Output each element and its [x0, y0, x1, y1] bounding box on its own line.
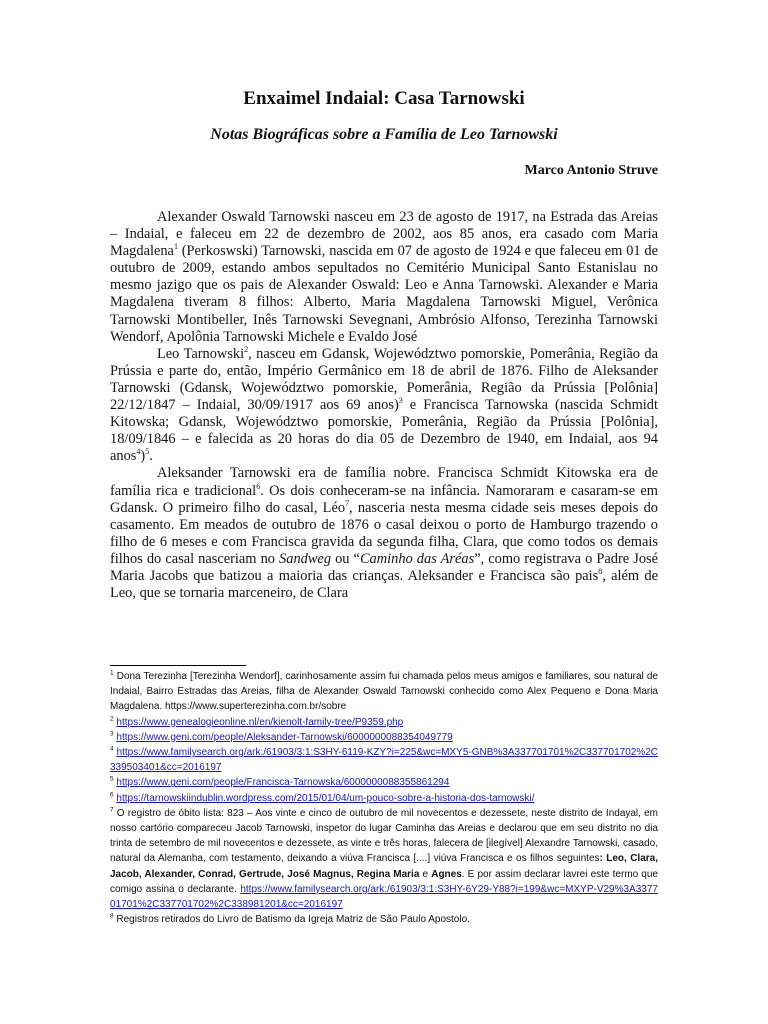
- footnote-3: [110, 730, 658, 745]
- paragraph-3-text-c: , nasceria nesta mesma cidade seis meses depois do casamento. Em meados de outubro de 1876 o casal deixou o porto de Hamburgo trazendo o filho de 6 meses e com Francisca gravida da segunda filha, Clara, que como todos os demais filhos do casal nasceriam no: [110, 499, 658, 567]
- body-text: [110, 209, 658, 602]
- paragraph-3-text-e: ”, como registrava o Padre José Maria Jacobs que batizou a maioria das crianças. Aleksander e Francisca são pais: [110, 550, 659, 584]
- footnote-ref-7[interactable]: 7: [345, 498, 350, 508]
- paragraph-3-text-f: , além de Leo, que se tornaria marceneiro, de Clara: [110, 567, 658, 602]
- footnote-1: [110, 669, 658, 715]
- footnote-7: [110, 806, 658, 912]
- paragraph-2-text-b: , nasceu em Gdansk, Województwo pomorskie, Pomerânia, Região da Prússia e parte do, então, Império Germânico em 18 de abril de 1876. Filho de Aleksander Tarnowski (Gdansk, Województwo pomorskie, Pomerânia, Região da Prússia [Polônia] 22/12/1847 – Indaial, 30/09/1917 aos 69 anos): [110, 345, 658, 414]
- footnote-text-and: e: [419, 868, 432, 880]
- footnote-link[interactable]: https://www.familysearch.org/ark:/61903/3:1:S3HY-6119-KZY?i=225&wc=MXY5-GNB%3A337701701%2C337701702%2C339503401&cc=2016197: [110, 747, 658, 774]
- footnote-number: 7: [110, 806, 114, 814]
- footnote-4: [110, 745, 658, 775]
- footnote-8: [110, 912, 658, 927]
- document-title: Enxaimel Indaial: Casa Tarnowski: [243, 88, 525, 109]
- footnote-ref-6[interactable]: 6: [256, 481, 261, 491]
- paragraph-3-italic-sandweg: Sandweg: [279, 550, 332, 567]
- author-name: Marco Antonio Struve: [524, 163, 658, 178]
- footnote-link[interactable]: https://tarnowskiindublin.wordpress.com/2015/01/04/um-pouco-sobre-a-historia-dos-tarnowski/: [116, 792, 535, 804]
- paragraph-2-text-c: e Francisca Tarnowska (nascida Schmidt Kitowska; Gdansk, Województwo pomorskie, Pomerânia, Região da Prússia [Polônia], 18/09/1846 – e falecida as 20 horas do dia 05 de Dezembro de 1940, em Indaial, aos 94 anos: [110, 397, 658, 465]
- footnote-link[interactable]: https://www.genealogieonline.nl/en/kienolt-family-tree/P9359.php: [116, 716, 404, 728]
- paragraph-3-text-d: ou “: [331, 550, 360, 567]
- paragraph-3: [110, 465, 658, 602]
- footnote-link[interactable]: https://www.geni.com/people/Aleksander-Tarnowski/6000000088354049779: [116, 731, 453, 743]
- footnote-number: 6: [110, 791, 114, 799]
- footnote-link[interactable]: https://www.familysearch.org/ark:/61903/3:1:S3HY-6Y29-Y88?i=199&wc=MXYP-V29%3A337701701%2C337701702%2C338981201&cc=2016197: [110, 883, 658, 911]
- footnote-number: 2: [110, 715, 114, 723]
- paragraph-3-text-b: . Os dois conheceram-se na infância. Namoraram e casaram-se em Gdansk. O primeiro filho do casal, Léo: [110, 482, 658, 516]
- footnote-number: 1: [110, 669, 114, 677]
- footnote-ref-2[interactable]: 2: [244, 344, 249, 354]
- paragraph-2: [110, 346, 658, 466]
- footnote-ref-5[interactable]: 5: [145, 447, 150, 457]
- footnote-text-end: . E por assim declarar lavrei este termo que comigo assina o declarante.: [110, 868, 658, 895]
- footnote-number: 3: [110, 730, 114, 738]
- footnote-ref-8[interactable]: 8: [598, 567, 603, 577]
- footnote-bold-agnes: Agnes: [431, 868, 462, 880]
- footnote-text: Dona Terezinha [Terezinha Wendorf], carinhosamente assim fui chamada pelos meus amigos e familiares, sou natural de Indaial, Bairro Estradas das Areias, filha de Alexander Oswald Tarnowski conhecido como Alex Pequeno e Dona Maria Magdalena. https://www.superterezinha.com.br/sobre: [110, 671, 658, 713]
- footnote-6: [110, 791, 658, 806]
- footnote-2: [110, 715, 658, 730]
- paragraph-2-text-a: Leo Tarnowski: [157, 345, 245, 362]
- paragraph-1: [110, 209, 658, 346]
- footnote-number: 8: [110, 912, 114, 920]
- footnote-5: [110, 775, 658, 790]
- document-subtitle: Notas Biográficas sobre a Família de Leo Tarnowski: [210, 126, 558, 143]
- footnote-ref-1[interactable]: 1: [173, 242, 178, 252]
- footnote-separator: [110, 665, 246, 666]
- paragraph-3-text-a: Aleksander Tarnowski era de família nobre. Francisca Schmidt Kitowska era de família rica e tradicional: [110, 465, 658, 499]
- paragraph-1-text-a: Alexander Oswald Tarnowski nasceu em 23 de agosto de 1917, na Estrada das Areias – Indaial, e faleceu em 22 de dezembro de 2002, aos 85 anos, era casado com Maria Magdalena: [110, 209, 658, 260]
- footnote-number: 4: [110, 745, 114, 753]
- footnote-text: Registros retirados do Livro de Batismo da Igreja Matriz de São Paulo Apostolo.: [113, 914, 470, 926]
- footnote-bold-names: : Leo, Clara, Jacob, Alexander, Conrad, Gertrude, José Magnus, Regina Maria: [110, 853, 658, 880]
- footnotes: [110, 669, 658, 927]
- footnote-number: 5: [110, 776, 114, 784]
- paragraph-3-italic-caminho: Caminho das Aréas: [359, 550, 475, 567]
- footnote-link[interactable]: https://www.geni.com/people/Francisca-Tarnowska/6000000088355861294: [116, 777, 450, 789]
- footnote-ref-4[interactable]: 4: [136, 447, 141, 457]
- paragraph-1-text-b: (Perkoswski) Tarnowski, nascida em 07 de agosto de 1924 e que faleceu em 01 de outubro de 2009, estando ambos sepultados no Cemitério Municipal Santo Estanislau no mesmo jazigo que os pais de Alexander Oswald: Leo e Anna Tarnowski. Alexander e Maria Magdalena tiveram 8 filhos: Alberto, Maria Magdalena Tarnowski Miguel, Verônica Tarnowski Montibeller, Inês Tarnowski Sevegnani, Ambrósio Alfonso, Terezinha Tarnowski Wendorf, Apolônia Tarnowski Michele e Evaldo José: [110, 243, 658, 345]
- footnote-ref-3[interactable]: 3: [398, 396, 403, 406]
- footnote-text: O registro de óbito lista: 823 – Aos vinte e cinco de outubro de mil novecentos e dezessete, neste distrito de Indayal, em nosso cartório compareceu Jacob Tarnowski, inspetor do lugar Caminha das Areias e declarou que em seu distrito no dia trinta de setembro de mil novecentos e dezessete, as vinte e três horas, falecera de [ilegível] Alexandre Tarnowski, casado, natural da Alemanha, com testamento, deixando a viúva Francisca [....] viúva Francisca e os filhos seguintes: [110, 807, 658, 865]
- paragraph-2-text-e: .: [149, 448, 153, 465]
- paragraph-2-text-d: ): [140, 448, 146, 465]
